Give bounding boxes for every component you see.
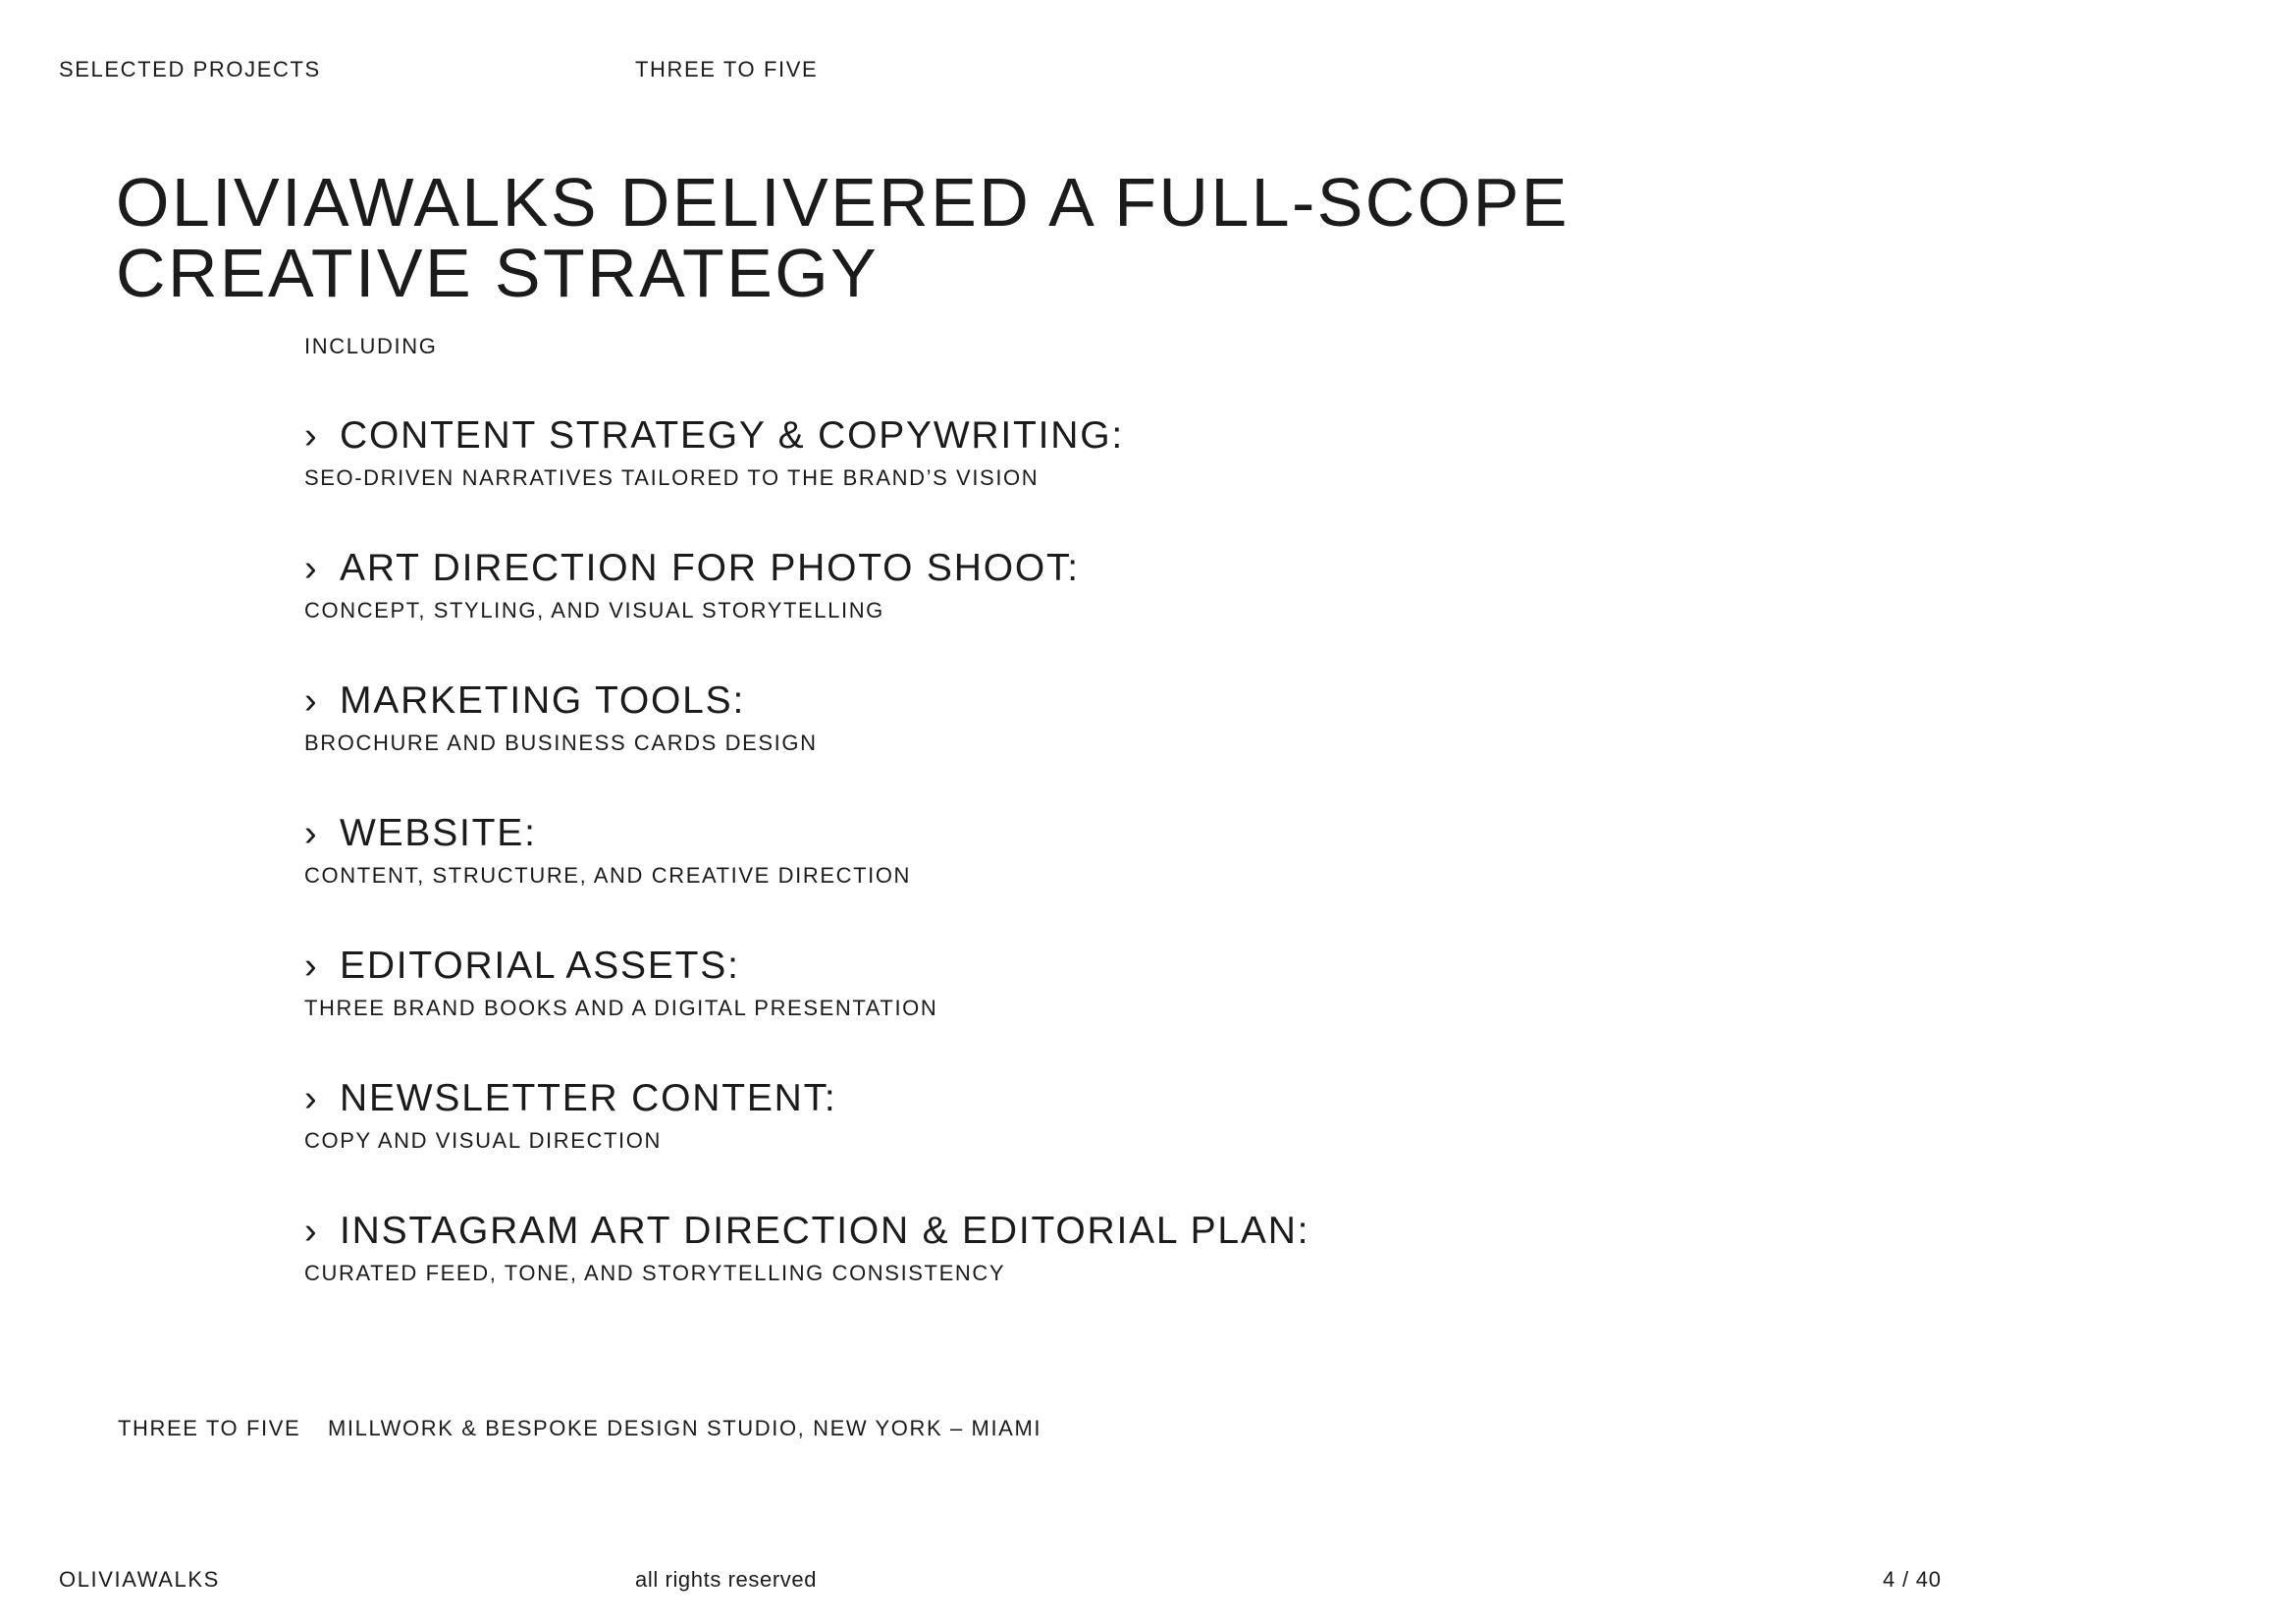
service-description: BROCHURE AND BUSINESS CARDS DESIGN — [304, 731, 818, 755]
chevron-right-icon: › — [304, 1210, 319, 1252]
service-title — [304, 1212, 1309, 1250]
service-item-art-direction — [304, 549, 1309, 681]
client-label: THREE TO FIVE — [635, 57, 819, 81]
service-title — [304, 416, 1309, 455]
page-title-line-2: CREATIVE STRATEGY — [116, 235, 880, 311]
service-item-website — [304, 814, 1309, 947]
page-title-line-1: OLIVIAWALKS DELIVERED A FULL-SCOPE — [116, 164, 1570, 241]
service-title — [304, 681, 1309, 720]
service-item-marketing-tools — [304, 681, 1309, 814]
service-title-text: NEWSLETTER CONTENT: — [340, 1077, 837, 1119]
chevron-right-icon: › — [304, 547, 319, 589]
service-description: CONCEPT, STYLING, AND VISUAL STORYTELLING — [304, 598, 884, 623]
footer-rights: all rights reserved — [635, 1567, 818, 1592]
chevron-right-icon: › — [304, 414, 319, 457]
service-title-text: CONTENT STRATEGY & COPYWRITING: — [340, 414, 1125, 457]
credit-client: THREE TO FIVE — [118, 1416, 301, 1440]
service-item-content-strategy — [304, 416, 1309, 549]
chevron-right-icon: › — [304, 1077, 319, 1119]
service-description: SEO-DRIVEN NARRATIVES TAILORED TO THE BRAND’S VISION — [304, 465, 1040, 490]
service-item-editorial-assets — [304, 947, 1309, 1079]
service-title-text: EDITORIAL ASSETS: — [340, 945, 740, 987]
services-list — [304, 416, 1309, 1344]
chevron-right-icon: › — [304, 945, 319, 987]
intro-label: INCLUDING — [304, 334, 438, 358]
service-title — [304, 1079, 1309, 1117]
service-title — [304, 947, 1309, 985]
service-title — [304, 814, 1309, 852]
service-description: COPY AND VISUAL DIRECTION — [304, 1128, 662, 1153]
service-item-newsletter — [304, 1079, 1309, 1212]
service-description: THREE BRAND BOOKS AND A DIGITAL PRESENTATION — [304, 996, 938, 1020]
footer-brand: OLIVIAWALKS — [59, 1567, 220, 1592]
service-title-text: MARKETING TOOLS: — [340, 679, 746, 722]
chevron-right-icon: › — [304, 679, 319, 722]
section-label: SELECTED PROJECTS — [59, 57, 321, 81]
service-item-instagram — [304, 1212, 1309, 1344]
chevron-right-icon: › — [304, 812, 319, 854]
service-description: CONTENT, STRUCTURE, AND CREATIVE DIRECTION — [304, 863, 912, 888]
page-title — [116, 164, 1570, 311]
page-number: 4 / 40 — [1883, 1567, 1942, 1592]
service-title-text: INSTAGRAM ART DIRECTION & EDITORIAL PLAN: — [340, 1210, 1310, 1252]
credit-description: MILLWORK & BESPOKE DESIGN STUDIO, NEW YORK – MIAMI — [328, 1416, 1042, 1440]
service-description: CURATED FEED, TONE, AND STORYTELLING CONSISTENCY — [304, 1261, 1006, 1285]
service-title-text: WEBSITE: — [340, 812, 537, 854]
service-title-text: ART DIRECTION FOR PHOTO SHOOT: — [340, 547, 1080, 589]
service-title — [304, 549, 1309, 587]
